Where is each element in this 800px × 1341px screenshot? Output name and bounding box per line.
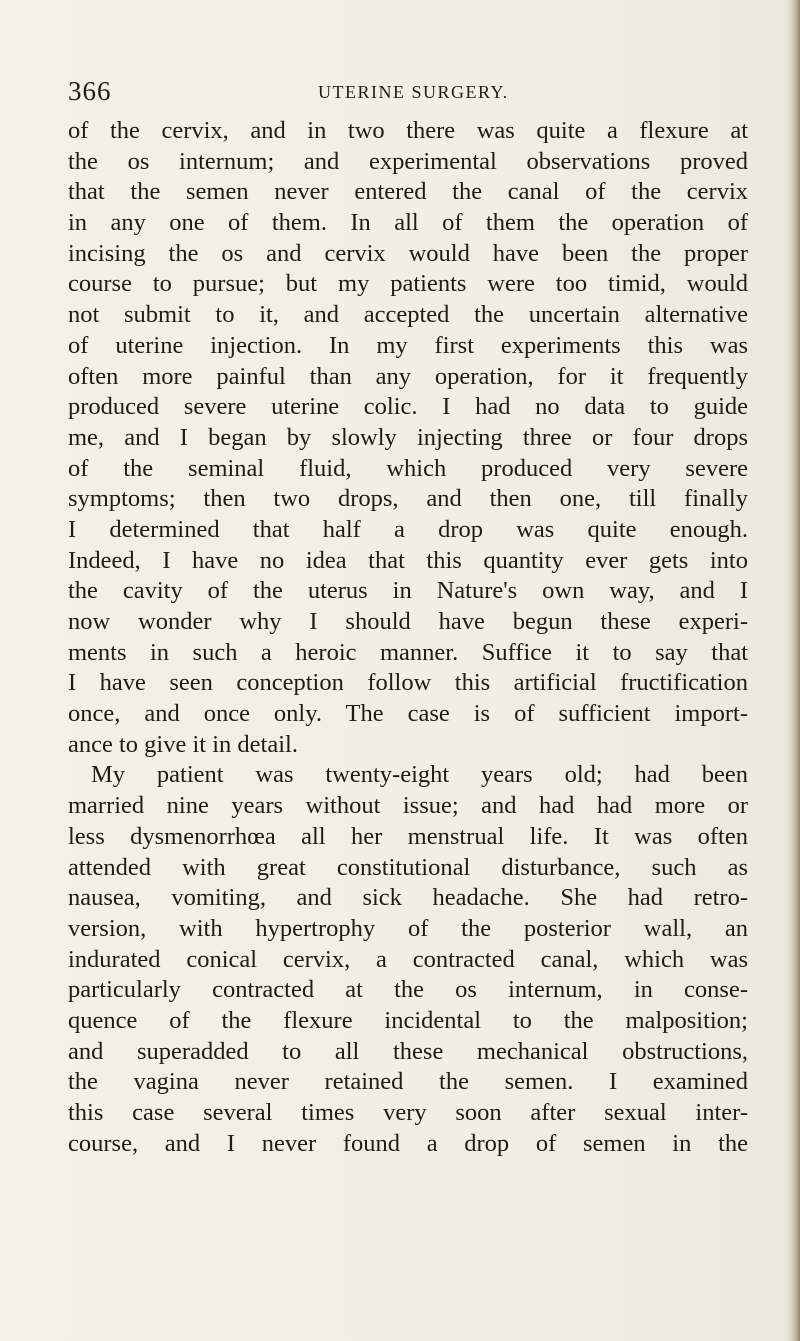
text-line: the vagina never retained the semen. I examined <box>68 1068 748 1096</box>
text-line: and superadded to all these mechanical obstructions, <box>68 1037 748 1065</box>
text-line: ments in such a heroic manner. Suffice it to say that <box>68 638 748 666</box>
text-line: married nine years without issue; and had had more or <box>68 792 748 820</box>
text-line: ance to give it in detail. <box>68 730 298 758</box>
text-line: produced severe uterine colic. I had no data to guide <box>68 393 748 421</box>
text-line: Indeed, I have no idea that this quantity ever gets into <box>68 546 748 574</box>
text-line: often more painful than any operation, for it frequently <box>68 362 748 390</box>
text-line: course, and I never found a drop of semen in the <box>68 1129 748 1157</box>
text-line: quence of the flexure incidental to the malposition; <box>68 1006 748 1034</box>
text-line: once, and once only. The case is of sufficient import- <box>68 700 748 728</box>
text-line: the os internum; and experimental observations proved <box>68 147 748 175</box>
page-number: 366 <box>68 76 112 106</box>
text-line: the cavity of the uterus in Nature's own way, and I <box>68 577 748 605</box>
text-line: not submit to it, and accepted the uncertain alternative <box>68 301 748 329</box>
text-line: now wonder why I should have begun these experi- <box>68 608 748 635</box>
text-line: version, with hypertrophy of the posterior wall, an <box>68 914 748 942</box>
text-line: of uterine injection. In my first experiments this was <box>68 331 748 359</box>
text-line: symptoms; then two drops, and then one, till finally <box>68 485 748 513</box>
text-line: me, and I began by slowly injecting three or four drops <box>68 423 748 451</box>
text-line: of the cervix, and in two there was quite a flexure at <box>68 117 748 144</box>
text-line: this case several times very soon after sexual inter- <box>68 1099 748 1126</box>
text-line: less dysmenorrhœa all her menstrual life. It was often <box>68 822 748 850</box>
page-header <box>68 76 748 108</box>
page-edge <box>786 0 800 1341</box>
text-line: I determined that half a drop was quite enough. <box>68 515 748 543</box>
text-line: in any one of them. In all of them the operation of <box>68 209 748 237</box>
text-line: indurated conical cervix, a contracted canal, which was <box>68 945 748 973</box>
text-line: attended with great constitutional disturbance, such as <box>68 853 748 881</box>
text-line: that the semen never entered the canal of the cervix <box>68 178 748 206</box>
text-line: of the seminal fluid, which produced very severe <box>68 454 748 482</box>
text-line: incising the os and cervix would have been the proper <box>68 239 748 267</box>
text-line: nausea, vomiting, and sick headache. She had retro- <box>68 884 748 912</box>
text-line: course to pursue; but my patients were too timid, would <box>68 270 748 298</box>
text-line: particularly contracted at the os internum, in conse- <box>68 976 748 1004</box>
running-head: UTERINE SURGERY. <box>318 82 509 102</box>
text-line: My patient was twenty-eight years old; had been <box>91 761 748 789</box>
body-text <box>68 116 748 1159</box>
text-line: I have seen conception follow this artificial fructification <box>68 669 748 697</box>
